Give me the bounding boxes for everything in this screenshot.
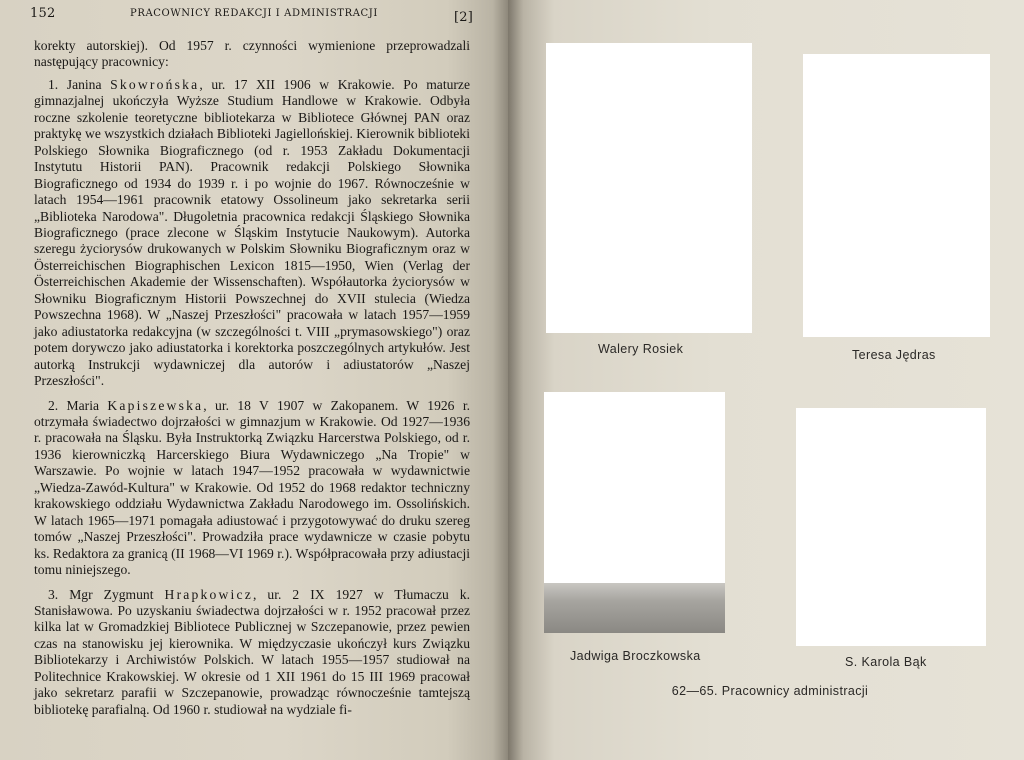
entry-text: , ur. 17 XII 1906 w Krakowie. Po maturze gimnazjalnej ukończyła Wyższe Studium Handlowe w Krakowie. Odbyła roczne szkolenie teoretyczne bibliotekarza w Bibliotece Głównej PAN oraz praktykę we wszystkich działach Biblioteki Jagiellońskiej. Kierownik biblioteki Polskiego Słownika Biograficznego (od r. 1953 Zakładu Dokumentacji Instytutu Historii PAN). Pracownik redakcji Polskiego Słownika Biograficznego od 1934 do 1939 r. i po wojnie do 1967. Równocześnie w latach 1954—1961 pracownik etatowy Ossolineum jako sekretarka serii „Biblioteka Narodowa". Długoletnia pracownica redakcji Śląskiego Słownika Biograficznego (prace zlecone w Śląskim Instytucie Naukowym). Autorka szeregu życiorysów drukowanych w Polskim Słowniku Biograficznym oraz w Österreichischen Biographischen Lexicon 1815—1950, Wien (Verlag der Österreichischen Akademie der Wissenschaften). Współautorka życiorysów w Słowniku Biograficznym Historii Powszechnej do XVII stulecia (Wiedza Powszechna 1968). W „Naszej Przeszłości" pracowała w latach 1957—1959 jako adiustatorka redakcyjna (w szczególności t. VIII „prymasowskiego") oraz potem dorywczo jako adiustatorka i korektorka poszczególnych artykułów. Jest autorką Instrukcji wydawniczej dla autorów i adiustatorów „Naszej Przeszłości".	[34, 76, 470, 389]
entry-surname: Hrapkowicz	[164, 586, 253, 602]
entry-surname: Skowrońska	[110, 76, 200, 92]
entry-kapiszewska	[34, 398, 470, 579]
intro-paragraph: korekty autorskiej). Od 1957 r. czynności wymienione przeprowadzali następujący pracownicy:	[34, 38, 470, 70]
entry-number: 1. Janina	[48, 76, 102, 92]
photo-walery-rosiek	[546, 43, 752, 333]
plate-caption: 62—65. Pracownicy administracji	[671, 684, 869, 698]
caption-teresa-jedras: Teresa Jędras	[852, 348, 936, 362]
caption-karola-bak: S. Karola Bąk	[845, 655, 927, 669]
entry-number: 3. Mgr Zygmunt	[48, 586, 154, 602]
photo-teresa-jedras	[803, 54, 990, 337]
caption-walery-rosiek: Walery Rosiek	[598, 342, 684, 356]
left-page	[0, 0, 508, 760]
photo-jadwiga-broczkowska	[544, 392, 725, 583]
section-mark: [2]	[454, 10, 474, 25]
entry-surname: Kapiszewska	[107, 397, 204, 413]
entry-text: , ur. 18 V 1907 w Zakopanem. W 1926 r. otrzymała świadectwo dojrzałości w gimnazjum w Krakowie. Od 1927—1936 r. pracowała na Śląsku. Była Instruktorką Związku Harcerstwa Polskiego, od r. 1936 kierowniczką Harcerskiego Biura Wydawniczego „Na Tropie" w Warszawie. Po wojnie w latach 1947—1952 pracowała w wydawnictwie „Wiedza-Zawód-Kultura" w Krakowie. Od 1952 do 1968 redaktor techniczny krakowskiego oddziału Wydawnictwa Zakładu Narodowego im. Ossolińskich. W latach 1965—1971 pomagała adiustować i przygotowywać do druku szereg tomów „Naszej Przeszłości". Prowadziła prace wydawnicze w czasie pobytu ks. Redaktora za granicą (II 1968—VI 1969 r.). Współpracowała przy adiustacji tomu niniejszego.	[34, 397, 470, 578]
running-head	[30, 2, 474, 25]
entry-skowronska	[34, 77, 470, 390]
caption-jadwiga-broczkowska: Jadwiga Broczkowska	[570, 649, 701, 663]
page-number: 152	[30, 6, 56, 21]
entry-number: 2. Maria	[48, 397, 100, 413]
photo-jadwiga-broczkowska-visible-part	[544, 583, 725, 633]
photo-karola-bak	[796, 408, 986, 646]
entry-hrapkowicz	[34, 587, 470, 719]
entry-text: , ur. 2 IX 1927 w Tłumaczu k. Stanisławowa. Po uzyskaniu świadectwa dojrzałości w r. 1952 pracował przez kilka lat w Gromadzkiej Bibliotece Publicznej w Szczepanowie, przez pewien czas na stanowisku jej kierownika. W międzyczasie ukończył kurs Związku Bibliotekarzy i Archiwistów Polskich. W latach 1955—1957 studiował na Politechnice Krakowskiej. W okresie od 1 XII 1961 do 15 III 1969 pracował jako sekretarz parafii w Szczepanowie, prowadząc równocześnie tamtejszą bibliotekę parafialną. Od 1960 r. studiował na wydziale fi-	[34, 586, 470, 717]
body-text	[34, 38, 470, 726]
running-title: PRACOWNICY REDAKCJI I ADMINISTRACJI	[130, 8, 378, 19]
